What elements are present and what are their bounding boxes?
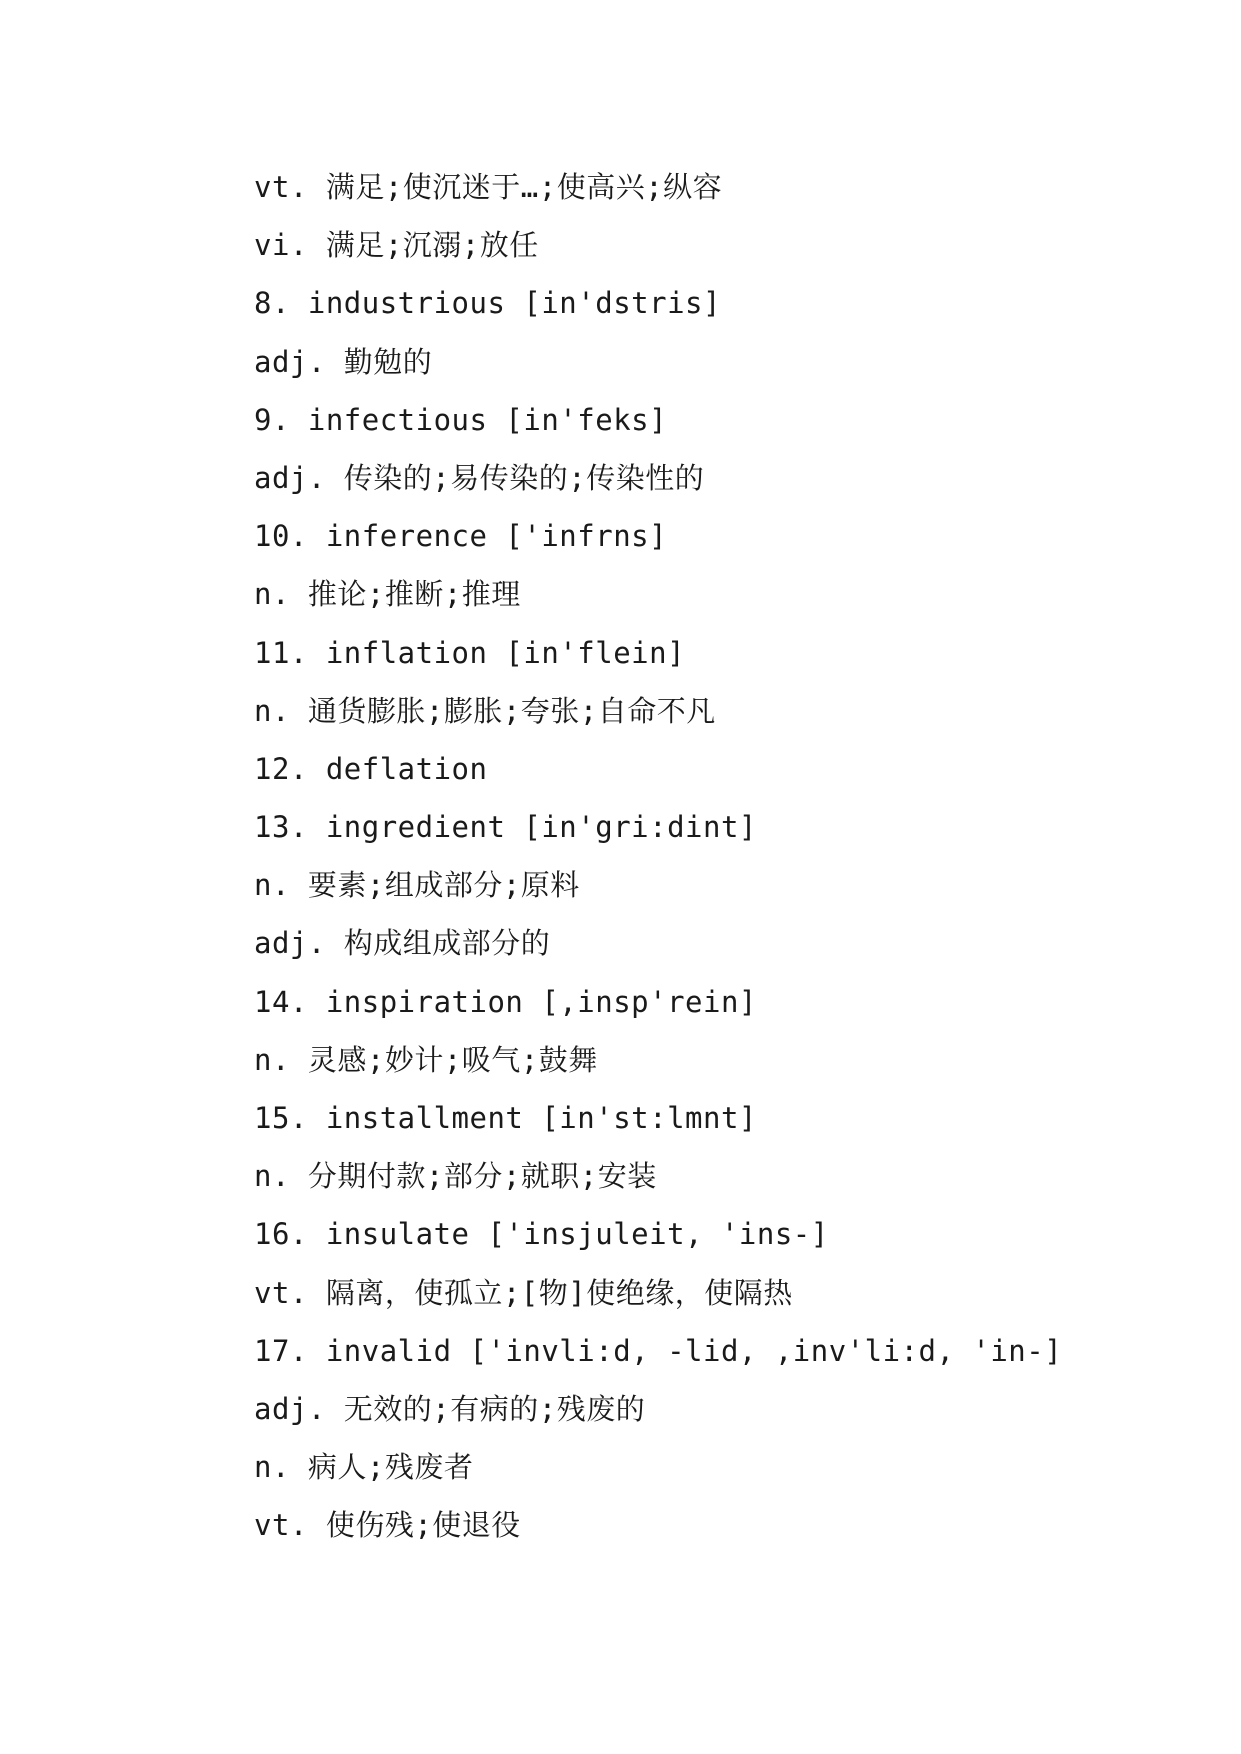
text-line: 12. deflation xyxy=(254,751,488,786)
text-line: 14. inspiration [,insp'rein] xyxy=(254,984,757,1019)
text-line: 15. installment [in'st:lmnt] xyxy=(254,1101,757,1135)
text-line: 11. inflation [in'flein] xyxy=(254,635,686,670)
text-line: 13. ingredient [in'gri:dint] xyxy=(254,810,757,845)
document-body xyxy=(254,158,1154,1555)
text-line: n. 分期付款;部分;就职;安装 xyxy=(254,1159,657,1194)
text-line: vt. 满足;使沉迷于…;使高兴;纵容 xyxy=(254,170,723,204)
text-line: vi. 满足;沉溺;放任 xyxy=(254,228,539,263)
text-line: 16. insulate ['insjuleit, 'ins-] xyxy=(254,1217,829,1252)
text-line: 10. inference ['infrns] xyxy=(254,519,668,554)
text-line: adj. 无效的;有病的;残废的 xyxy=(254,1391,646,1426)
text-line: vt. 隔离，使孤立;[物]使绝缘，使隔热 xyxy=(254,1275,793,1310)
text-line: adj. 构成组成部分的 xyxy=(254,926,551,961)
text-line: vt. 使伤残;使退役 xyxy=(254,1508,521,1543)
text-line: n. 要素;组成部分;原料 xyxy=(254,868,580,903)
text-line: 17. invalid ['invli:d, -lid, ,inv'li:d, 'in-] xyxy=(254,1333,1063,1368)
text-line: n. 推论;推断;推理 xyxy=(254,577,521,612)
text-line: 9. infectious [in'feks] xyxy=(254,402,668,437)
text-line: adj. 勤勉的 xyxy=(254,344,433,379)
text-line: adj. 传染的;易传染的;传染性的 xyxy=(254,460,705,495)
text-line: n. 灵感;妙计;吸气;鼓舞 xyxy=(254,1042,598,1077)
text-line: 8. industrious [in'dstris] xyxy=(254,286,721,321)
text-line: n. 病人;残废者 xyxy=(254,1450,474,1485)
text-line: n. 通货膨胀;膨胀;夸张;自命不凡 xyxy=(254,693,716,728)
